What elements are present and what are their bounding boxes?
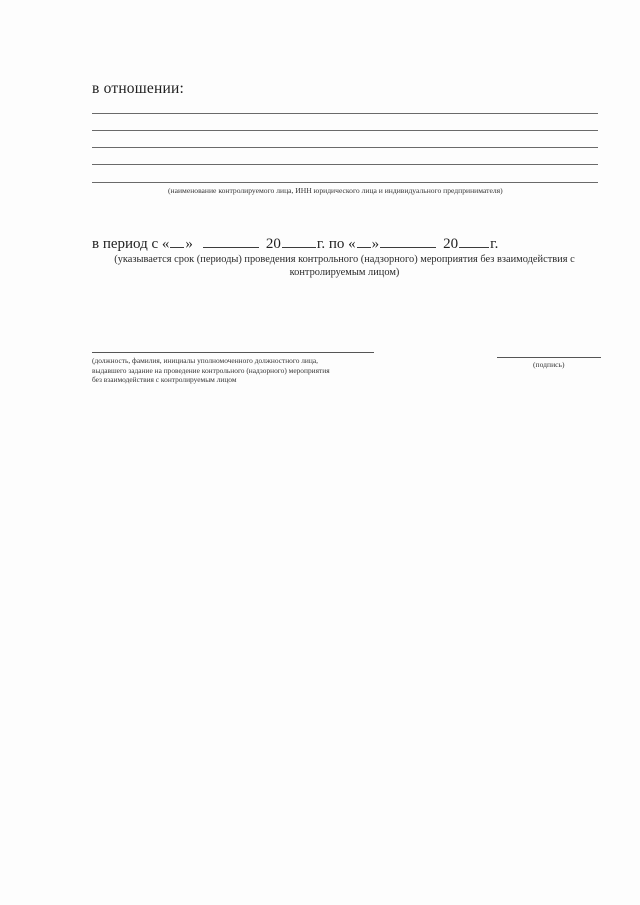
entity-line-3[interactable] — [92, 147, 598, 148]
period-quote-close-1: » — [185, 236, 193, 252]
period-line — [92, 236, 498, 253]
end-day-field[interactable] — [357, 246, 371, 248]
end-year-field[interactable] — [459, 246, 489, 248]
official-line[interactable] — [92, 352, 374, 353]
section-heading: в отношении: — [92, 80, 184, 97]
signature-line[interactable] — [497, 357, 601, 358]
entity-line-1[interactable] — [92, 113, 598, 114]
official-caption-line-1: (должность, фамилия, инициалы уполномоченного должностного лица, — [92, 356, 318, 365]
official-caption-line-3: без взаимодействия с контролируемым лицом — [92, 375, 237, 385]
entity-line-5[interactable] — [92, 182, 598, 183]
period-year-suffix-1: г. по « — [316, 236, 356, 252]
official-caption-line-2: выдавшего задание на проведение контрольного (надзорного) мероприятия — [92, 365, 330, 375]
period-year-prefix-2: 20 — [443, 236, 459, 252]
period-caption — [92, 253, 597, 279]
period-caption-line-2: контролируемым лицом) — [289, 267, 400, 278]
period-prefix: в период с « — [92, 236, 170, 252]
period-year-prefix-1: 20 — [265, 236, 281, 252]
entity-caption: (наименование контролируемого лица, ИНН юридического лица и индивидуального предпринимателя) — [168, 186, 503, 195]
period-quote-close-2: » — [371, 236, 380, 252]
end-month-field[interactable] — [380, 246, 436, 248]
period-caption-line-1: (указывается срок (периоды) проведения контрольного (надзорного) мероприятия без взаимодействия с — [114, 254, 575, 265]
entity-line-4[interactable] — [92, 164, 598, 165]
entity-line-2[interactable] — [92, 130, 598, 131]
signature-caption: (подпись) — [533, 360, 565, 369]
period-year-suffix-2: г. — [490, 236, 499, 252]
start-month-field[interactable] — [203, 246, 259, 248]
official-caption — [92, 356, 330, 385]
start-year-field[interactable] — [282, 246, 316, 248]
start-day-field[interactable] — [170, 246, 184, 248]
